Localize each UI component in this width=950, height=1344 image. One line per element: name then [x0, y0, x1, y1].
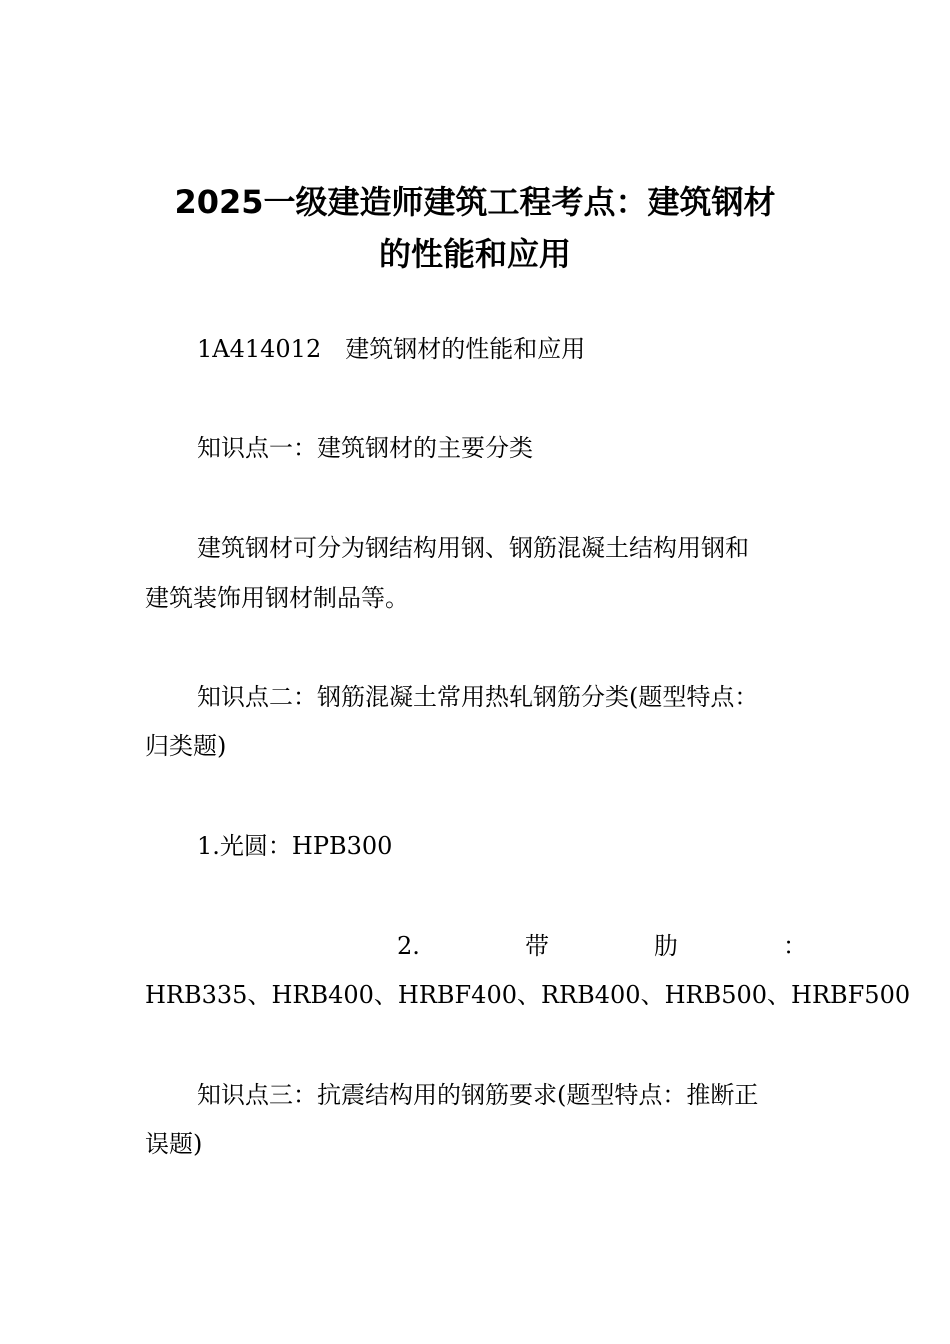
item2-label-line: [397, 922, 807, 970]
point2-heading-line-1: 知识点二：钢筋混凝土常用热轧钢筋分类(题型特点：: [197, 683, 759, 711]
point1-body-line-1: 建筑钢材可分为钢结构用钢、钢筋混凝土结构用钢和: [197, 534, 749, 562]
point1-heading: 知识点一：建筑钢材的主要分类: [197, 434, 533, 462]
item2-char-2: 肋: [653, 932, 678, 960]
point1-body-line-2: 建筑装饰用钢材制品等。: [145, 584, 409, 612]
section-code-line: 1A414012 建筑钢材的性能和应用: [197, 335, 586, 363]
title-line-1: 2025一级建造师建筑工程考点：建筑钢材: [174, 183, 776, 221]
item2-number: 2.: [397, 932, 420, 960]
document-title: [120, 176, 830, 280]
title-line-2: 的性能和应用: [378, 235, 571, 273]
item2-colon: ：: [783, 932, 807, 960]
point3-heading-line-1: 知识点三：抗震结构用的钢筋要求(题型特点：推断正: [197, 1081, 759, 1109]
item1-line: 1.光圆：HPB300: [197, 832, 393, 860]
item2-values-line: HRB335、HRB400、HRBF400、RRB400、HRB500、HRBF500: [145, 981, 911, 1009]
point2-heading-line-2: 归类题): [145, 732, 227, 760]
point3-heading-line-2: 误题): [145, 1130, 203, 1158]
item2-char-1: 带: [524, 932, 549, 960]
